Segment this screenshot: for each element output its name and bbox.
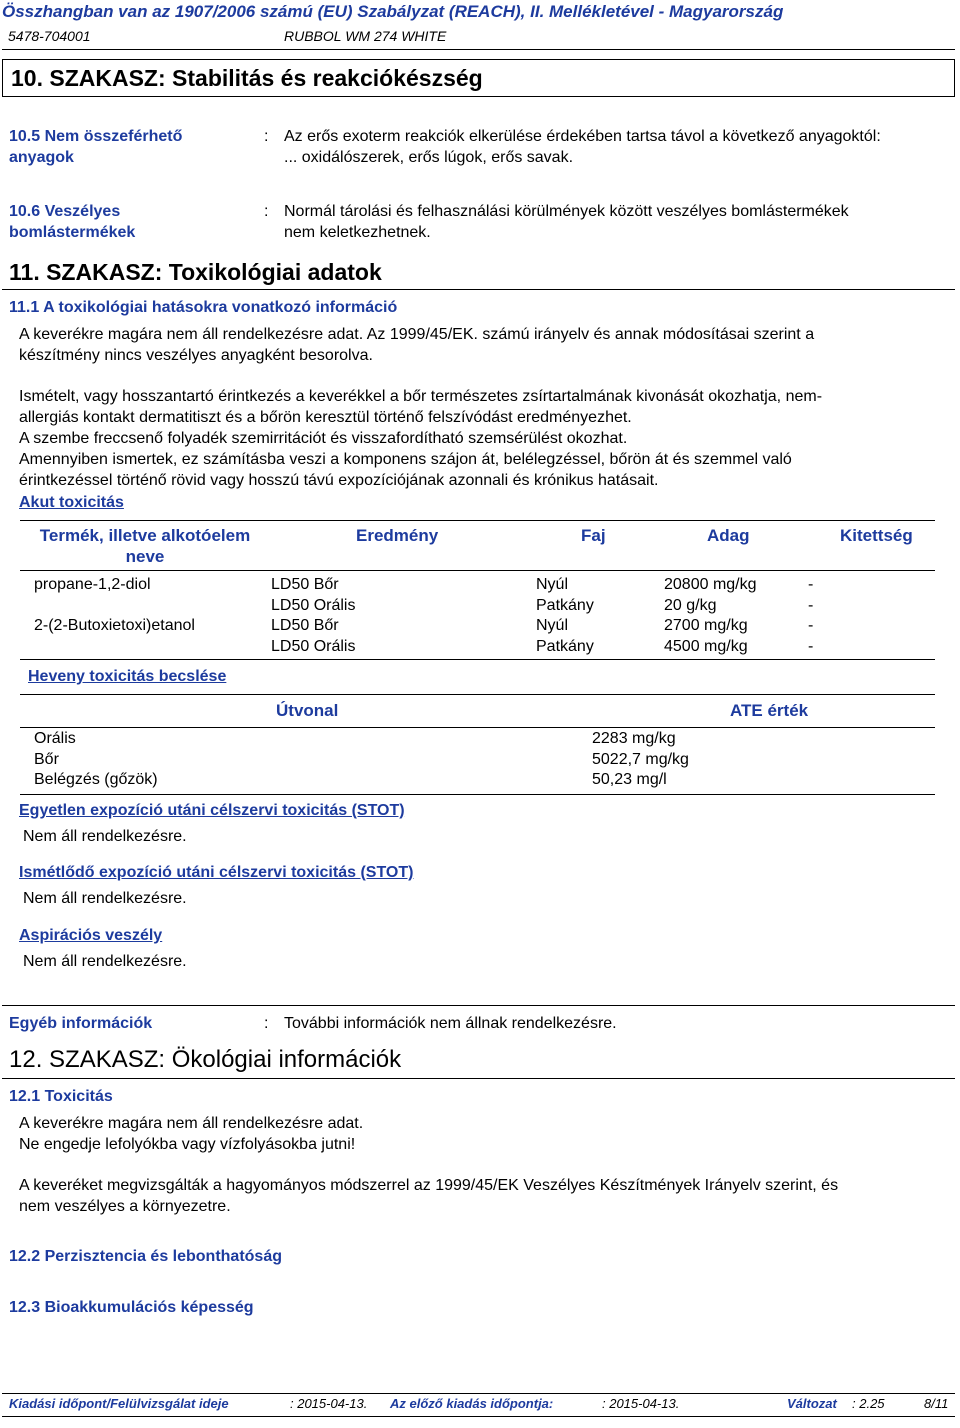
col-header-route: Útvonal [276,701,339,720]
persistence-title: 12.2 Perzisztencia és lebonthatóság [9,1248,282,1265]
table-bottom-rule [20,659,935,660]
aspiration-hazard-title: Aspirációs veszély [19,927,163,944]
colon: : [264,1015,269,1032]
product-name: RUBBOL WM 274 WHITE [284,28,447,44]
intro-line-1: A keverékre magára nem áll rendelkezésre adat. Az 1999/45/EK. számú irányelv és annak módosításai szerint a [19,326,815,343]
colon: : [264,203,269,220]
cell-species: Nyúl [536,617,569,634]
intro-line-2: készítmény nincs veszélyes anyagként besorolva. [19,347,373,364]
table-row [20,575,935,596]
toxicity-test-text [19,1175,919,1217]
other-info-value: További információk nem állnak rendelkezésre. [284,1015,617,1032]
hazardous-label-line-2: bomlástermékek [9,224,136,241]
section-11-rule [2,289,955,290]
previous-issue-label: Az előző kiadás időpontja: [390,1396,554,1411]
col-header-result: Eredmény [356,526,439,545]
cell-dose: 2700 mg/kg [664,617,748,634]
section-12-rule [2,1078,955,1079]
col-header-product-line-1: Termék, illetve alkotóelem [39,526,251,545]
hazardous-label-line-1: 10.6 Veszélyes [9,203,121,220]
effects-line-3: A szembe freccsenő folyadék szemirritációt és visszafordítható szemsérülést okozhat. [19,430,628,447]
issue-date-label: Kiadási időpont/Felülvizsgálat ideje [9,1396,229,1411]
toxicity-line-1: A keverékre magára nem áll rendelkezésre adat. [19,1115,364,1132]
col-header-species: Faj [581,526,606,545]
incompatible-materials-label [9,126,182,168]
section-11-intro [19,324,919,366]
cell-name: 2-(2-Butoxietoxi)etanol [34,617,195,634]
section-11-1-title: 11.1 A toxikológiai hatásokra vonatkozó információ [9,299,398,316]
header-divider [2,49,955,50]
cell-ate: 2283 mg/kg [592,730,676,747]
cell-species: Nyúl [536,576,569,593]
ate-table-top-rule [20,694,935,695]
acute-estimate-title: Heveny toxicitás becslése [28,668,227,685]
stot-repeated-value: Nem áll rendelkezésre. [23,890,187,907]
cell-species: Patkány [536,637,594,655]
other-info-label: Egyéb információk [9,1015,153,1032]
incompatible-value-line-1: Az erős exoterm reakciók elkerülése érdekében tartsa távol a következő anyagoktól: [284,128,881,145]
cell-route: Bőr [34,750,59,768]
toxicity-title: 12.1 Toxicitás [9,1088,113,1105]
effects-line-2: allergiás kontakt dermatitiszt és a bőrön keresztül történő felszívódást eredményezhet. [19,409,632,426]
cell-ate: 5022,7 mg/kg [592,750,689,768]
incompatible-label-line-2: anyagok [9,149,74,166]
incompatible-value-line-2: ... oxidálószerek, erős lúgok, erős savak. [284,149,574,166]
hazardous-decomposition-value [284,201,849,243]
cell-exposure: - [808,596,814,614]
toxicity-line-2: Ne engedje lefolyókba vagy vízfolyásokba jutni! [19,1136,356,1153]
cell-exposure: - [808,576,814,593]
cell-result: LD50 Bőr [271,576,339,593]
version-value: : 2.25 [852,1396,885,1411]
table-row [20,616,935,637]
effects-line-5: érintkezéssel történő rövid vagy hosszú távú expozíciójának azonnali és krónikus hatásait. [19,472,659,489]
cell-route: Belégzés (gőzök) [34,771,158,788]
cell-ate: 50,23 mg/l [592,771,667,788]
cell-exposure: - [808,637,814,655]
table-row [20,637,935,658]
stot-single-title: Egyetlen expozíció utáni célszervi toxicitás (STOT) [19,802,405,819]
cell-dose: 20 g/kg [664,596,717,614]
col-header-dose: Adag [707,526,750,545]
section-12-title: 12. SZAKASZ: Ökológiai információk [9,1046,402,1073]
col-header-product [20,525,270,567]
table-row [20,729,935,750]
stot-repeated-title: Ismétlődő expozíció utáni célszervi toxicitás (STOT) [19,864,414,881]
acute-toxicity-title: Akut toxicitás [19,494,124,511]
table-header-rule [20,570,935,571]
issue-date-value: : 2015-04-13. [290,1396,368,1411]
ate-table [20,694,935,796]
incompatible-materials-value [284,126,881,168]
section-11-effects [19,386,919,491]
col-header-exposure: Kitettség [840,526,913,545]
toxicity-text [19,1113,919,1155]
col-header-product-line-2: neve [125,547,165,566]
table-row [20,770,935,791]
aspiration-hazard-value: Nem áll rendelkezésre. [23,953,187,970]
cell-result: LD50 Bőr [271,617,339,634]
page-number: 8/11 [924,1396,949,1411]
cell-result: LD50 Orális [271,637,356,655]
section-10-box [2,59,955,97]
acute-toxicity-table [20,520,935,660]
hazardous-decomposition-label [9,201,135,243]
effects-line-1: Ismételt, vagy hosszantartó érintkezés a keverékkel a bőr természetes zsírtartalmának kivonását okozhatja, nem- [19,388,823,405]
effects-line-4: Amennyiben ismertek, ez számításba veszi a komponens szájon át, belélegzéssel, bőrön át és szemmel való [19,451,792,468]
section-10-title: 10. SZAKASZ: Stabilitás és reakciókészség [11,65,483,91]
col-header-ate: ATE érték [730,701,809,720]
hazardous-value-line-1: Normál tárolási és felhasználási körülmények között veszélyes bomlástermékek [284,203,849,220]
stot-single-value: Nem áll rendelkezésre. [23,828,187,845]
product-code: 5478-704001 [8,28,91,44]
cell-name: propane-1,2-diol [34,576,151,593]
hazardous-value-line-2: nem keletkezhetnek. [284,224,431,241]
table-top-rule [20,520,935,521]
section-11-title: 11. SZAKASZ: Toxikológiai adatok [9,259,382,285]
cell-result: LD50 Orális [271,596,356,614]
cell-species: Patkány [536,596,594,614]
previous-issue-value: : 2015-04-13. [602,1396,680,1411]
incompatible-label-line-1: 10.5 Nem összeférhető [9,128,183,145]
ate-table-header-rule [20,727,935,728]
other-info-rule [2,1005,955,1006]
toxicity-line-3: A keveréket megvizsgálták a hagyományos módszerrel az 1999/45/EK Veszélyes Készítmények Irányelv szerint, és [19,1177,839,1194]
cell-dose: 4500 mg/kg [664,637,748,655]
ate-table-bottom-rule [20,794,935,795]
table-row [20,596,935,617]
cell-dose: 20800 mg/kg [664,576,757,593]
version-label: Változat [787,1396,837,1411]
cell-exposure: - [808,617,814,634]
bioaccumulation-title: 12.3 Bioakkumulációs képesség [9,1299,254,1316]
cell-route: Orális [34,730,76,747]
table-row [20,750,935,771]
colon: : [264,128,269,145]
document-header-title: Összhangban van az 1907/2006 számú (EU) Szabályzat (REACH), II. Mellékletével - Magyarország [2,2,784,21]
toxicity-line-4: nem veszélyes a környezetre. [19,1198,231,1215]
